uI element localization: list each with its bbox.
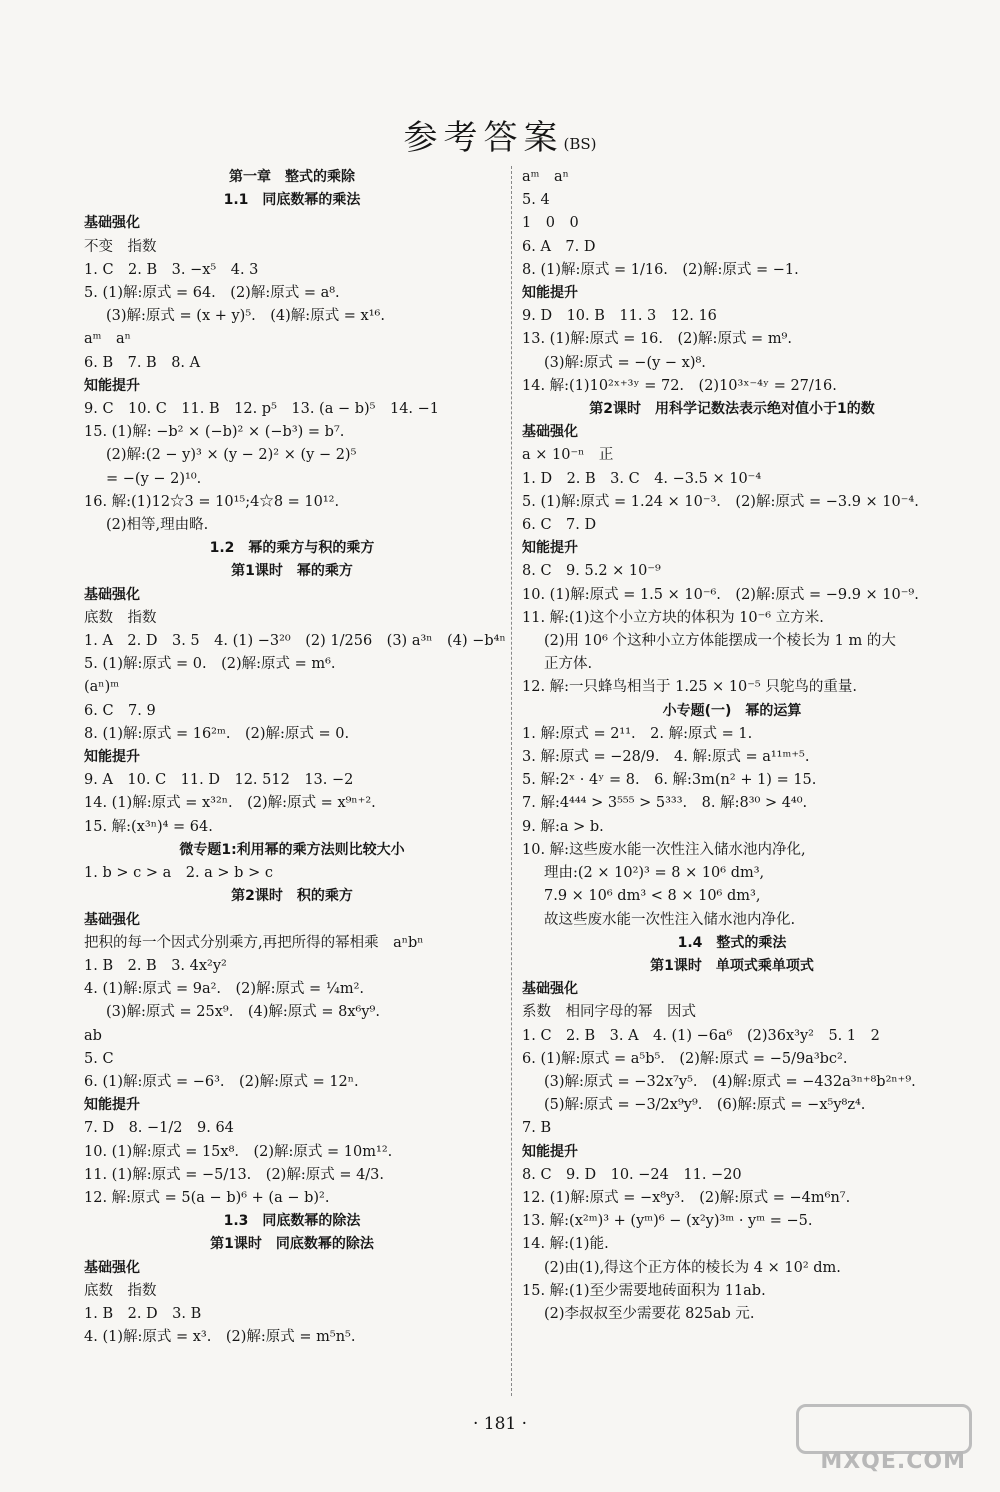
answer-line: 1. D 2. B 3. C 4. −3.5 × 10⁻⁴	[522, 470, 762, 487]
watermark-logo	[802, 1404, 972, 1474]
answer-line: 11. (1)解:原式 = −5/13. (2)解:原式 = 4/3.	[84, 1166, 385, 1183]
answer-line: 正方体.	[544, 656, 593, 673]
answer-line: 14. 解:(1)能.	[522, 1236, 609, 1253]
section-heading: 第一章 整式的乘除	[229, 169, 355, 185]
answer-line: 1. C 2. B 3. −x⁵ 4. 3	[84, 261, 259, 278]
answer-line: 1. C 2. B 3. A 4. (1) −6a⁶ (2)36x³y² 5. 1 2	[522, 1027, 880, 1044]
section-heading: 小专题(一) 幂的运算	[662, 702, 802, 719]
page-number: · 181 ·	[472, 1414, 528, 1434]
title-text: 参考答案	[403, 118, 564, 158]
answer-line: 不变 指数	[84, 238, 157, 255]
page-title	[0, 110, 1000, 159]
section-heading: 微专题1:利用幂的乘方法则比较大小	[179, 841, 405, 858]
answer-line: (3)解:原式 = (x + y)⁵. (4)解:原式 = x¹⁶.	[106, 308, 385, 325]
answer-line: 1 0 0	[522, 215, 579, 232]
answer-line: (3)解:原式 = 25x⁹. (4)解:原式 = 8x⁶y⁹.	[106, 1004, 380, 1021]
subsection-label: 知能提升	[522, 285, 578, 302]
answer-line: 16. 解:(1)12☆3 = 10¹⁵;4☆8 = 10¹².	[84, 493, 340, 510]
answer-line: 13. (1)解:原式 = 16. (2)解:原式 = m⁹.	[522, 331, 792, 348]
answer-line: 1. b > c > a 2. a > b > c	[84, 865, 273, 882]
answer-line: (3)解:原式 = −(y − x)⁸.	[544, 354, 706, 371]
answer-line: 系数 相同字母的幂 因式	[522, 1004, 696, 1021]
answer-line: 底数 指数	[84, 609, 157, 626]
answer-line: 8. (1)解:原式 = 1/16. (2)解:原式 = −1.	[522, 261, 799, 278]
answer-line: 9. C 10. C 11. B 12. p⁵ 13. (a − b)⁵ 14. −1	[84, 401, 440, 418]
answer-line: 10. 解:这些废水能一次性注入储水池内净化,	[522, 841, 806, 858]
answer-line: 4. (1)解:原式 = 9a². (2)解:原式 = ¼m².	[84, 981, 365, 998]
subsection-label: 知能提升	[84, 377, 140, 394]
section-heading: 1.1 同底数幂的乘法	[223, 192, 361, 209]
section-heading: 第1课时 单项式乘单项式	[650, 957, 814, 974]
section-heading: 第1课时 同底数幂的除法	[210, 1236, 374, 1253]
answer-line: 12. (1)解:原式 = −x⁸y³. (2)解:原式 = −4m⁶n⁷.	[522, 1189, 851, 1206]
subsection-label: 基础强化	[84, 911, 140, 928]
watermark-frame	[796, 1404, 972, 1454]
answer-line: 5. C	[84, 1050, 114, 1067]
answer-line: 3. 解:原式 = −28/9. 4. 解:原式 = a¹¹ᵐ⁺⁵.	[522, 749, 810, 766]
answer-line: 9. A 10. C 11. D 12. 512 13. −2	[84, 772, 354, 789]
answer-line: 5. (1)解:原式 = 0. (2)解:原式 = m⁶.	[84, 656, 336, 673]
answer-line: (2)李叔叔至少需要花 825ab 元.	[544, 1305, 755, 1322]
answer-line: 5. 4	[522, 192, 550, 209]
answer-line: 10. (1)解:原式 = 15x⁸. (2)解:原式 = 10m¹².	[84, 1143, 393, 1160]
subsection-label: 基础强化	[84, 586, 140, 603]
answer-line: (2)解:(2 − y)³ × (y − 2)² × (y − 2)⁵	[106, 447, 357, 464]
subsection-label: 知能提升	[84, 1097, 140, 1114]
answer-line: 15. 解:(1)至少需要地砖面积为 11ab.	[522, 1282, 766, 1299]
subsection-label: 基础强化	[84, 215, 140, 232]
answer-line: 1. B 2. B 3. 4x²y²	[84, 957, 227, 974]
answer-line: 9. D 10. B 11. 3 12. 16	[522, 308, 717, 325]
answer-line: 1. 解:原式 = 2¹¹. 2. 解:原式 = 1.	[522, 725, 753, 742]
answer-line: 10. (1)解:原式 = 1.5 × 10⁻⁶. (2)解:原式 = −9.9 × 10⁻⁹.	[522, 586, 919, 603]
column-divider	[511, 166, 512, 1396]
subsection-label: 知能提升	[522, 540, 578, 557]
answer-column-left	[84, 166, 506, 1349]
answer-line: 8. C 9. D 10. −24 11. −20	[522, 1166, 742, 1183]
answer-line: 1. A 2. D 3. 5 4. (1) −3²⁰ (2) 1/256 (3) a³ⁿ (4) −b⁴ⁿ	[84, 633, 506, 650]
answer-line: 故这些废水能一次性注入储水池内净化.	[544, 911, 796, 928]
answer-line: aᵐ aⁿ	[522, 169, 569, 185]
answer-line: 12. 解:一只蜂鸟相当于 1.25 × 10⁻⁵ 只鸵鸟的重量.	[522, 679, 857, 696]
answer-line: 6. C 7. D	[522, 517, 597, 534]
section-heading: 第2课时 用科学记数法表示绝对值小于1的数	[589, 401, 875, 418]
answer-line: 13. 解:(x²ᵐ)³ + (yᵐ)⁶ − (x²y)³ᵐ · yᵐ = −5.	[522, 1213, 813, 1230]
answer-line: 理由:(2 × 10²)³ = 8 × 10⁶ dm³,	[544, 865, 765, 882]
subsection-label: 基础强化	[84, 1259, 140, 1276]
answer-line: a × 10⁻ⁿ 正	[522, 447, 614, 464]
section-heading: 1.3 同底数幂的除法	[223, 1213, 361, 1230]
subsection-label: 基础强化	[522, 424, 578, 441]
answer-line: 6. B 7. B 8. A	[84, 354, 201, 371]
answer-line: 4. (1)解:原式 = x³. (2)解:原式 = m⁵n⁵.	[84, 1329, 356, 1346]
answer-line: ab	[84, 1027, 102, 1044]
answer-line: 9. 解:a > b.	[522, 818, 604, 835]
section-heading: 第2课时 积的乘方	[231, 888, 353, 905]
answer-line: (2)由(1),得这个正方体的棱长为 4 × 10² dm.	[544, 1259, 841, 1276]
answer-line: 15. (1)解: −b² × (−b)² × (−b³) = b⁷.	[84, 424, 345, 441]
answer-column-right	[522, 166, 942, 1326]
answer-line: 5. 解:2ˣ · 4ʸ = 8. 6. 解:3m(n² + 1) = 15.	[522, 772, 817, 789]
answer-line: 12. 解:原式 = 5(a − b)⁶ + (a − b)².	[84, 1189, 330, 1206]
answer-line: 7.9 × 10⁶ dm³ < 8 × 10⁶ dm³,	[544, 888, 761, 905]
answer-line: 7. D 8. −1/2 9. 64	[84, 1120, 234, 1137]
answer-line: (3)解:原式 = −32x⁷y⁵. (4)解:原式 = −432a³ⁿ⁺⁸b²ⁿ⁺⁹.	[544, 1073, 916, 1090]
answer-line: (5)解:原式 = −3/2x⁹y⁹. (6)解:原式 = −x⁵y⁸z⁴.	[544, 1097, 866, 1114]
answer-line: 6. (1)解:原式 = −6³. (2)解:原式 = 12ⁿ.	[84, 1073, 359, 1090]
answer-line: 7. B	[522, 1120, 552, 1137]
subsection-label: 知能提升	[84, 749, 140, 766]
answer-line: 14. 解:(1)10²ˣ⁺³ʸ = 72. (2)10³ˣ⁻⁴ʸ = 27/16.	[522, 377, 837, 394]
answer-line: 15. 解:(x³ⁿ)⁴ = 64.	[84, 818, 213, 835]
answer-line: 6. C 7. 9	[84, 702, 156, 719]
answer-line: (aⁿ)ᵐ	[84, 679, 120, 696]
answer-line: (2)相等,理由略.	[106, 517, 209, 534]
answer-line: 底数 指数	[84, 1282, 157, 1299]
watermark-text: MXQE.COM	[820, 1449, 966, 1474]
answer-line: = −(y − 2)¹⁰.	[106, 470, 202, 487]
subsection-label: 基础强化	[522, 981, 578, 998]
answer-line: 1. B 2. D 3. B	[84, 1305, 202, 1322]
answer-line: 5. (1)解:原式 = 64. (2)解:原式 = a⁸.	[84, 285, 340, 302]
answer-line: 6. (1)解:原式 = a⁵b⁵. (2)解:原式 = −5/9a³bc².	[522, 1050, 848, 1067]
answer-line: 8. C 9. 5.2 × 10⁻⁹	[522, 563, 661, 580]
answer-line: 14. (1)解:原式 = x³²ⁿ. (2)解:原式 = x⁹ⁿ⁺².	[84, 795, 376, 812]
answer-line: 7. 解:4⁴⁴⁴ > 3⁵⁵⁵ > 5³³³. 8. 解:8³⁰ > 4⁴⁰.	[522, 795, 808, 812]
title-suffix: (BS)	[563, 135, 597, 153]
answer-line: 5. (1)解:原式 = 1.24 × 10⁻³. (2)解:原式 = −3.9 × 10⁻⁴.	[522, 493, 919, 510]
section-heading: 1.2 幂的乘方与积的乘方	[209, 540, 375, 557]
answer-line: 把积的每一个因式分别乘方,再把所得的幂相乘 aⁿbⁿ	[84, 934, 424, 951]
section-heading: 1.4 整式的乘法	[677, 934, 787, 951]
answer-line: 11. 解:(1)这个小立方块的体积为 10⁻⁶ 立方米.	[522, 609, 824, 626]
subsection-label: 知能提升	[522, 1143, 578, 1160]
answer-line: 6. A 7. D	[522, 238, 596, 255]
answer-line: aᵐ aⁿ	[84, 331, 131, 348]
section-heading: 第1课时 幂的乘方	[231, 563, 353, 580]
answer-line: (2)用 10⁶ 个这种小立方体能摆成一个棱长为 1 m 的大	[544, 633, 896, 650]
answer-line: 8. (1)解:原式 = 16²ᵐ. (2)解:原式 = 0.	[84, 725, 350, 742]
